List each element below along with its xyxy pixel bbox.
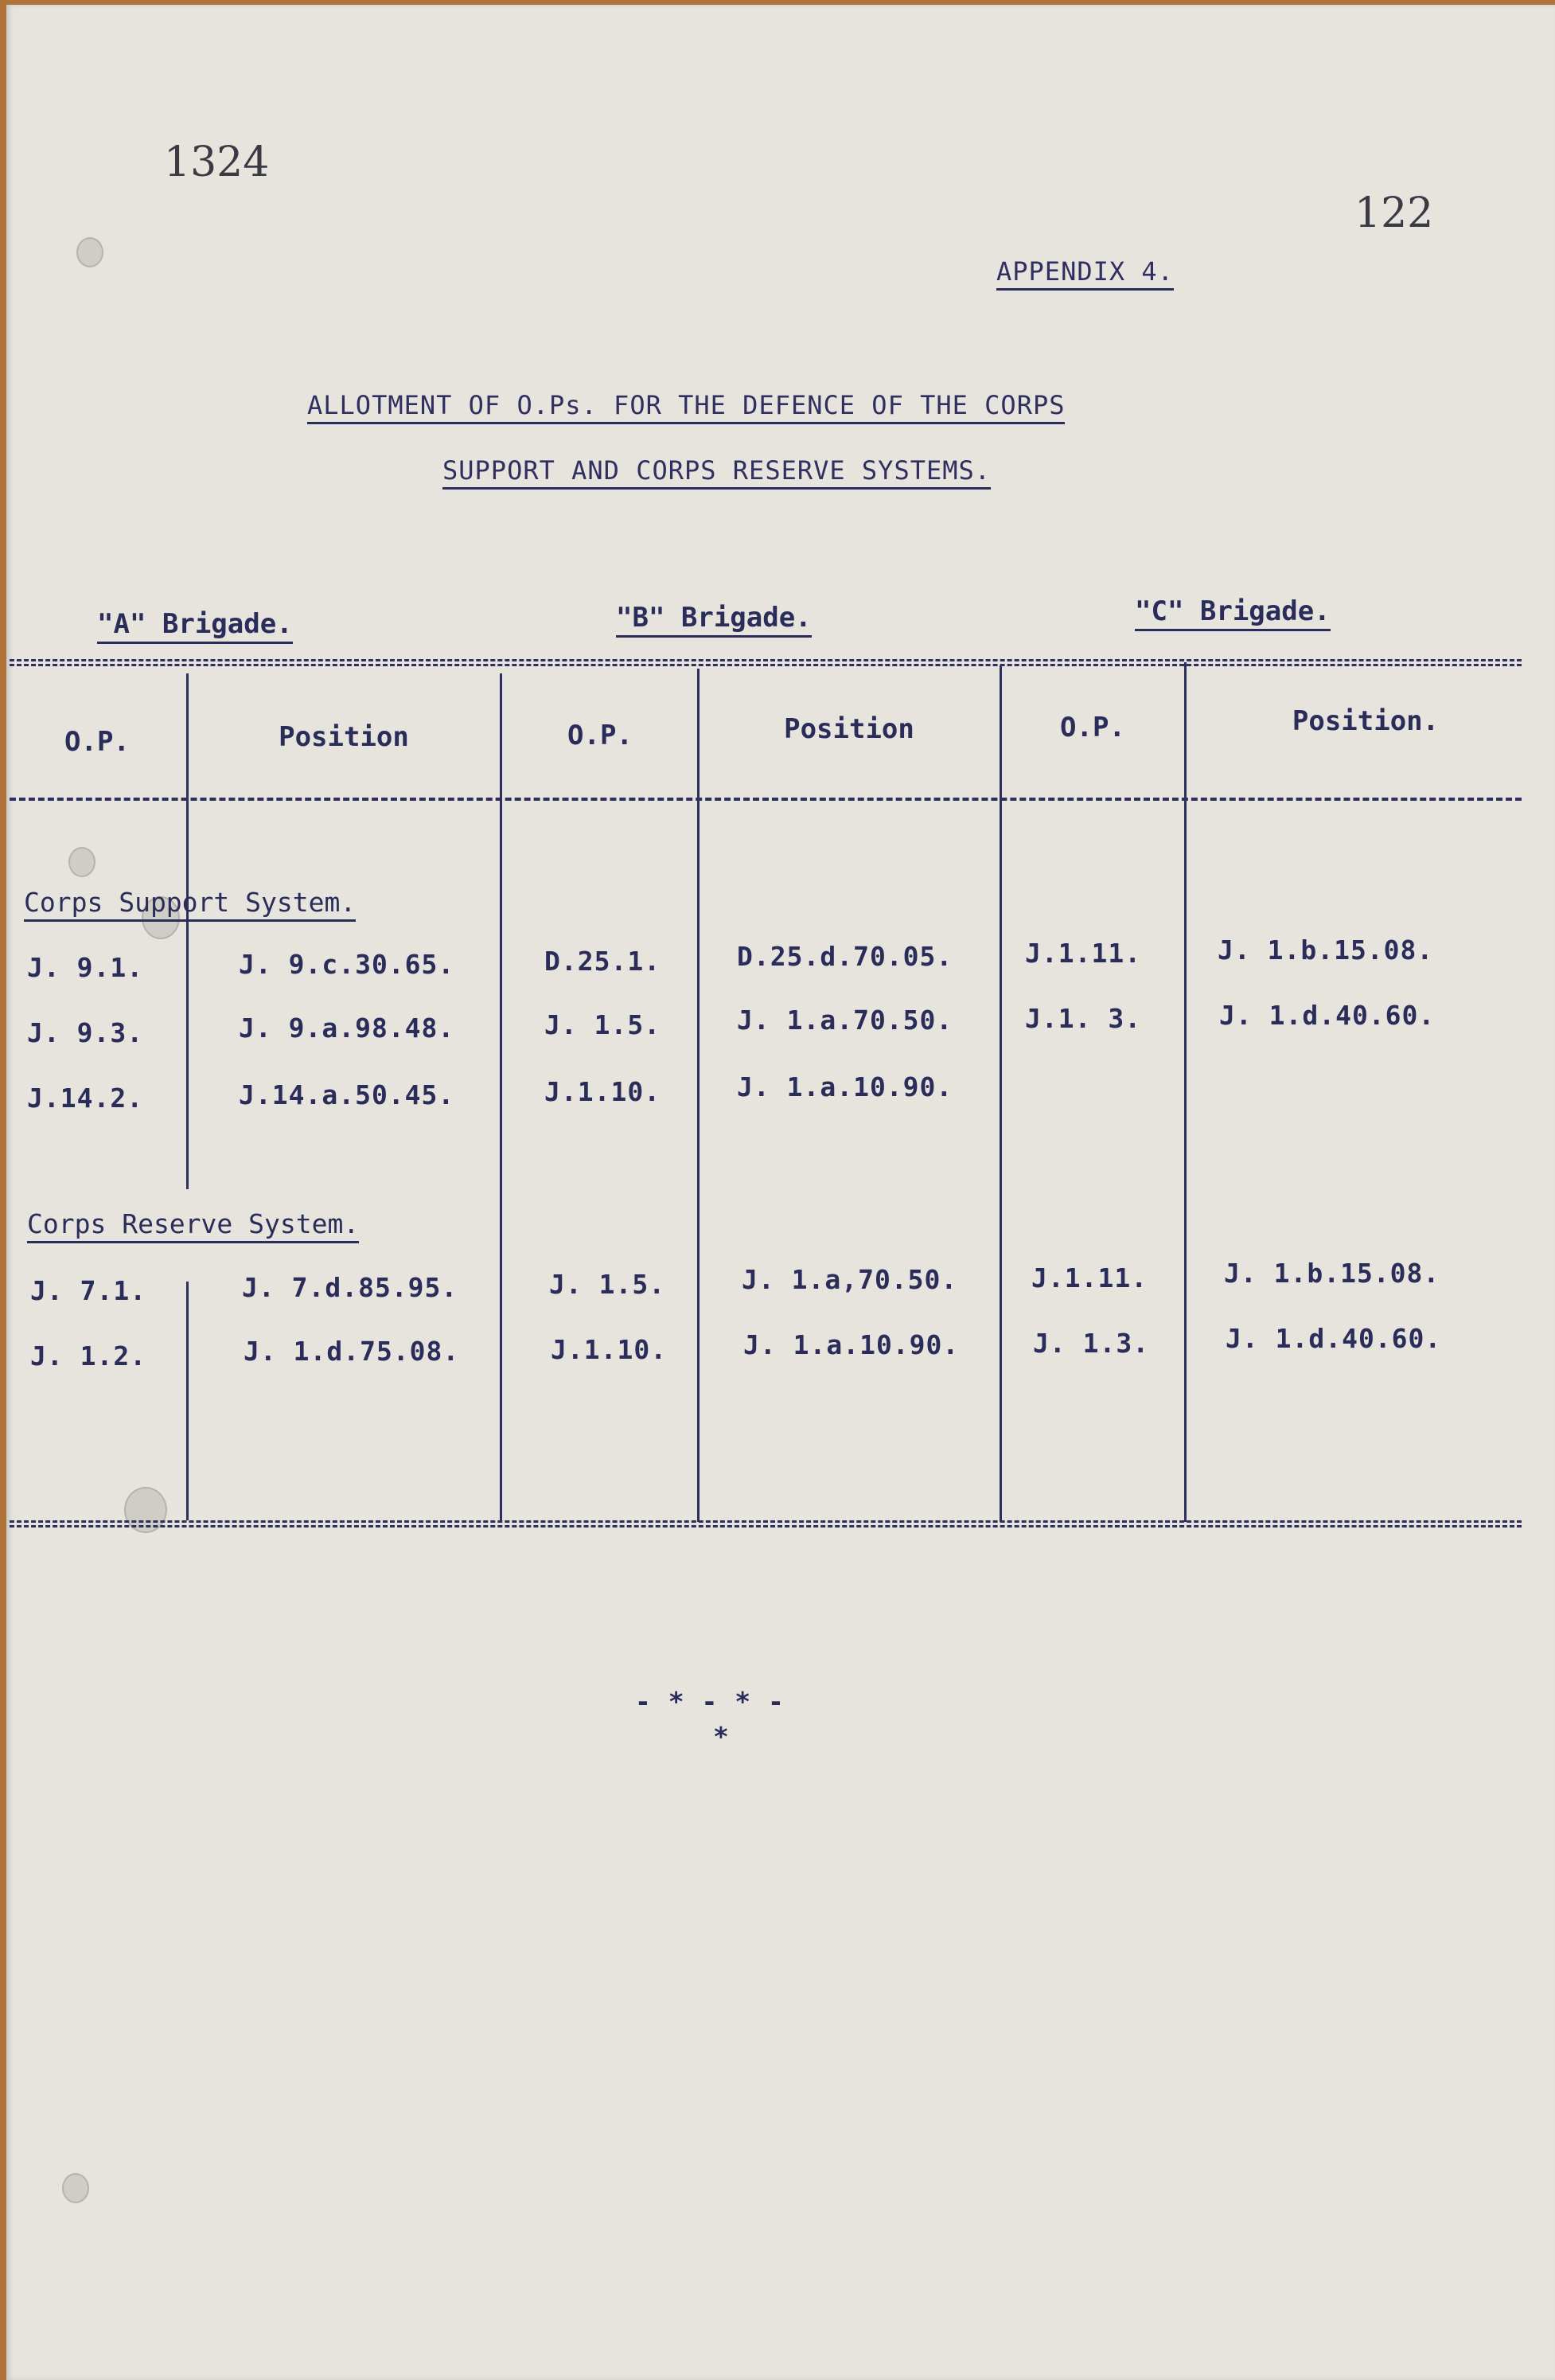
op-cell: J.1.10. <box>544 1076 661 1107</box>
end-mark: - * - * - <box>635 1686 785 1717</box>
op-cell: J. 1.5. <box>549 1269 666 1300</box>
position-cell: J. 1.d.40.60. <box>1226 1323 1442 1354</box>
punch-hole <box>76 237 103 267</box>
brigade-a-heading: "A" Brigade. <box>97 608 293 644</box>
punch-hole <box>62 2173 89 2203</box>
column-divider <box>1000 665 1002 1522</box>
brigade-b-heading: "B" Brigade. <box>616 602 812 638</box>
page-stamp-right: 122 <box>1354 189 1434 237</box>
op-cell: D.25.1. <box>544 946 661 977</box>
op-cell: J. 7.1. <box>30 1275 147 1306</box>
position-cell: J. 1.d.75.08. <box>244 1336 460 1367</box>
title-line-2: SUPPORT AND CORPS RESERVE SYSTEMS. <box>442 455 991 490</box>
column-header-op: O.P. <box>64 726 130 758</box>
position-cell: J. 1.b.15.08. <box>1218 934 1434 966</box>
table-bottom-rule <box>10 1520 1522 1527</box>
column-divider <box>1184 662 1187 1522</box>
op-cell: J.14.2. <box>27 1083 144 1114</box>
end-mark: * <box>713 1721 730 1752</box>
column-header-position: Position. <box>1292 705 1440 737</box>
op-cell: J.1. 3. <box>1025 1003 1142 1034</box>
appendix-label: APPENDIX 4. <box>996 256 1174 291</box>
column-divider <box>186 673 189 1189</box>
op-cell: J. 1.5. <box>544 1009 661 1040</box>
header-separator <box>10 798 1522 801</box>
position-cell: J. 1.a.70.50. <box>737 1005 953 1036</box>
position-cell: J.14.a.50.45. <box>239 1079 455 1110</box>
position-cell: J. 1.a,70.50. <box>742 1264 958 1295</box>
op-cell: J.1.10. <box>551 1334 668 1365</box>
column-divider <box>500 673 502 1522</box>
position-cell: J. 1.b.15.08. <box>1224 1258 1440 1289</box>
column-header-position: Position <box>784 713 914 745</box>
op-cell: J. 1.3. <box>1033 1328 1150 1359</box>
section-heading: Corps Support System. <box>24 887 356 922</box>
table-top-rule <box>10 659 1522 666</box>
brigade-c-heading: "C" Brigade. <box>1135 595 1331 631</box>
column-header-position: Position <box>279 721 409 753</box>
column-divider <box>697 669 700 1522</box>
op-cell: J.1.11. <box>1031 1262 1148 1293</box>
position-cell: J. 1.d.40.60. <box>1219 1000 1436 1031</box>
section-heading: Corps Reserve System. <box>27 1208 359 1243</box>
op-cell: J. 9.3. <box>27 1017 144 1048</box>
page-stamp-left: 1324 <box>164 139 270 186</box>
op-cell: J.1.11. <box>1025 938 1142 969</box>
op-cell: J. 1.2. <box>30 1340 147 1371</box>
op-cell: J. 9.1. <box>27 952 144 983</box>
column-header-op: O.P. <box>567 720 633 751</box>
punch-hole <box>68 847 95 877</box>
position-cell: J. 1.a.10.90. <box>737 1071 953 1102</box>
column-divider <box>186 1282 189 1520</box>
document-page <box>6 5 1555 2380</box>
position-cell: J. 9.a.98.48. <box>239 1012 455 1044</box>
position-cell: J. 9.c.30.65. <box>239 949 455 980</box>
column-header-op: O.P. <box>1060 712 1125 743</box>
position-cell: J. 1.a.10.90. <box>743 1329 960 1360</box>
title-line-1: ALLOTMENT OF O.Ps. FOR THE DEFENCE OF THE CORPS <box>307 390 1065 424</box>
position-cell: J. 7.d.85.95. <box>242 1272 458 1303</box>
position-cell: D.25.d.70.05. <box>737 941 953 972</box>
